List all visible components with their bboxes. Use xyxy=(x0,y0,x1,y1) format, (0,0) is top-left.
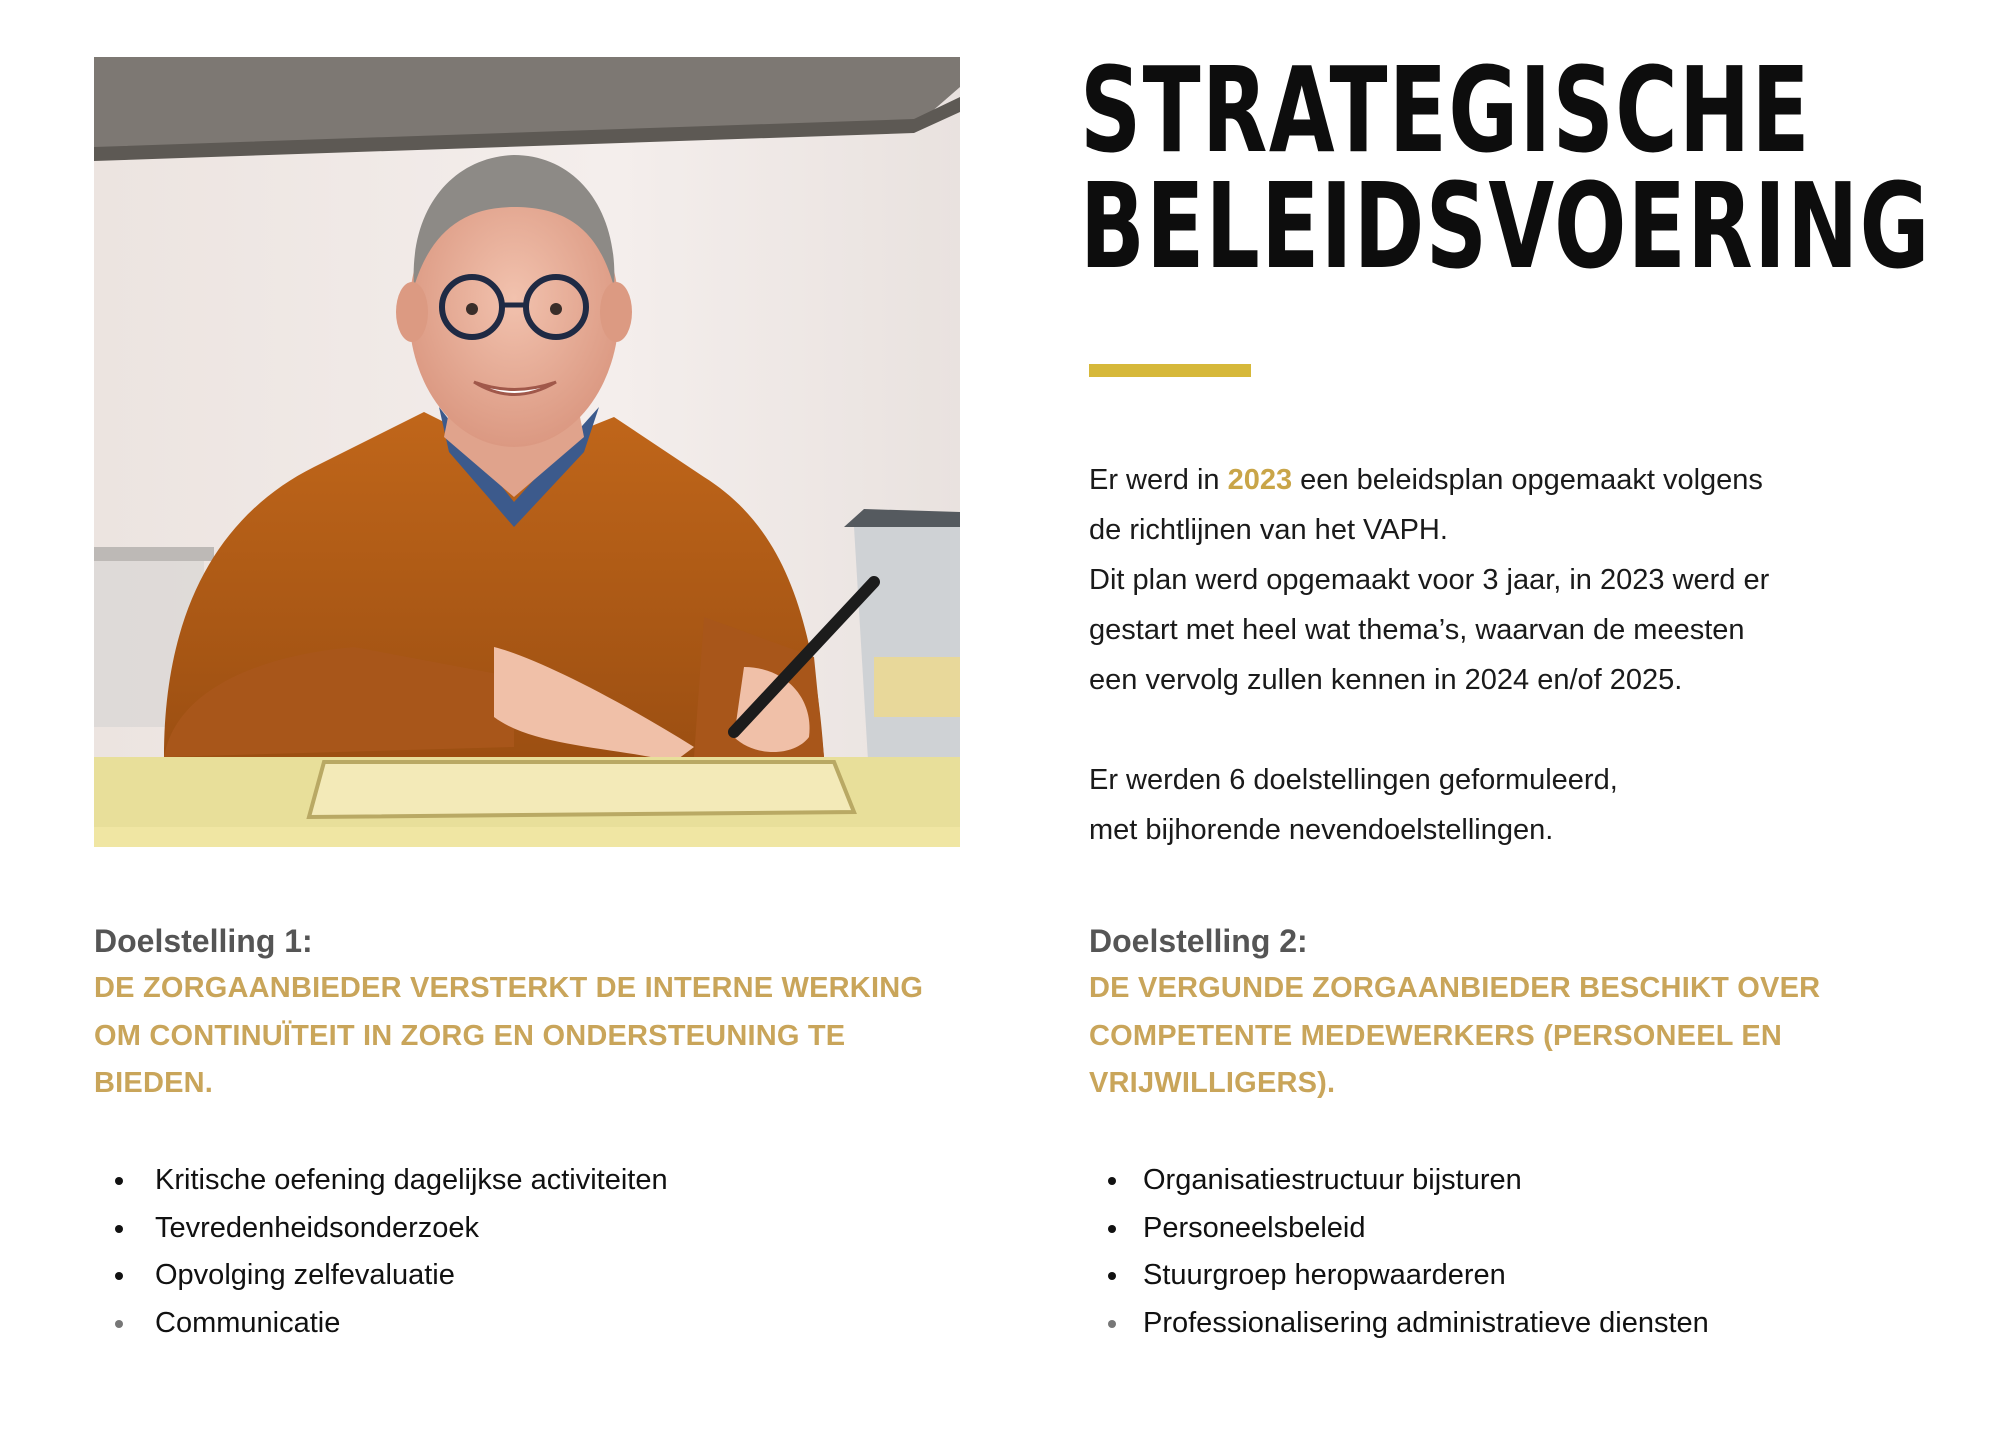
goal-1-list xyxy=(94,1157,668,1347)
intro-text xyxy=(1089,455,1949,855)
accent-divider xyxy=(1089,364,1251,377)
list-item: Kritische oefening dagelijkse activiteiten xyxy=(94,1157,668,1205)
intro-line-2: de richtlijnen van het VAPH. xyxy=(1089,514,1448,546)
goal-1-text-line: BIEDEN. xyxy=(94,1067,214,1099)
bullet-icon xyxy=(115,1320,123,1328)
goal-2 xyxy=(1089,917,1969,1339)
intro-line-5: een vervolg zullen kennen in 2024 en/of 2025. xyxy=(1089,664,1683,696)
list-item: Personeelsbeleid xyxy=(1089,1205,1709,1253)
goal-2-list xyxy=(1089,1157,1709,1347)
list-item: Communicatie xyxy=(94,1300,668,1348)
bullet-icon xyxy=(1108,1272,1116,1280)
bullet-icon xyxy=(115,1272,123,1280)
goal-1-text-line: OM CONTINUÏTEIT IN ZORG EN ONDERSTEUNING TE xyxy=(94,1019,846,1052)
intro-line-6: Er werden 6 doelstellingen geformuleerd, xyxy=(1089,764,1618,796)
highlight-year: 2023 xyxy=(1227,464,1293,496)
goal-1 xyxy=(94,917,974,1339)
page-title xyxy=(1080,41,1931,295)
list-item: Opvolging zelfevaluatie xyxy=(94,1252,668,1300)
intro-line-4: gestart met heel wat thema’s, waarvan de meesten xyxy=(1089,614,1745,646)
page-title-line-2: BELEIDSVOERING xyxy=(1080,157,1931,295)
portrait-illustration xyxy=(94,57,960,847)
page-title-line-1: STRATEGISCHE xyxy=(1080,41,1812,179)
list-item: Tevredenheidsonderzoek xyxy=(94,1205,668,1253)
goal-2-text-line: DE VERGUNDE ZORGAANBIEDER BESCHIKT OVER xyxy=(1089,972,1821,1004)
goal-1-text-line: DE ZORGAANBIEDER VERSTERKT DE INTERNE WERKING xyxy=(94,972,924,1004)
goal-2-text-line: VRIJWILLIGERS). xyxy=(1089,1067,1336,1099)
bullet-icon xyxy=(1108,1177,1116,1185)
list-item: Organisatiestructuur bijsturen xyxy=(1089,1157,1709,1205)
list-item: Professionalisering administratieve diensten xyxy=(1089,1300,1709,1348)
bullet-icon xyxy=(1108,1225,1116,1233)
list-item: Stuurgroep heropwaarderen xyxy=(1089,1252,1709,1300)
bullet-icon xyxy=(115,1225,123,1233)
intro-line-3: Dit plan werd opgemaakt voor 3 jaar, in 2023 werd er xyxy=(1089,564,1770,596)
intro-line-1: Er werd in 2023 een beleidsplan opgemaakt volgens xyxy=(1089,464,1763,496)
goal-1-label: Doelstelling 1: xyxy=(94,923,313,959)
intro-line-7: met bijhorende nevendoelstellingen. xyxy=(1089,814,1554,846)
portrait-photo xyxy=(94,57,960,847)
goal-2-label: Doelstelling 2: xyxy=(1089,923,1308,959)
goal-2-text-line: COMPETENTE MEDEWERKERS (PERSONEEL EN xyxy=(1089,1019,1783,1052)
bullet-icon xyxy=(115,1177,123,1185)
bullet-icon xyxy=(1108,1320,1116,1328)
